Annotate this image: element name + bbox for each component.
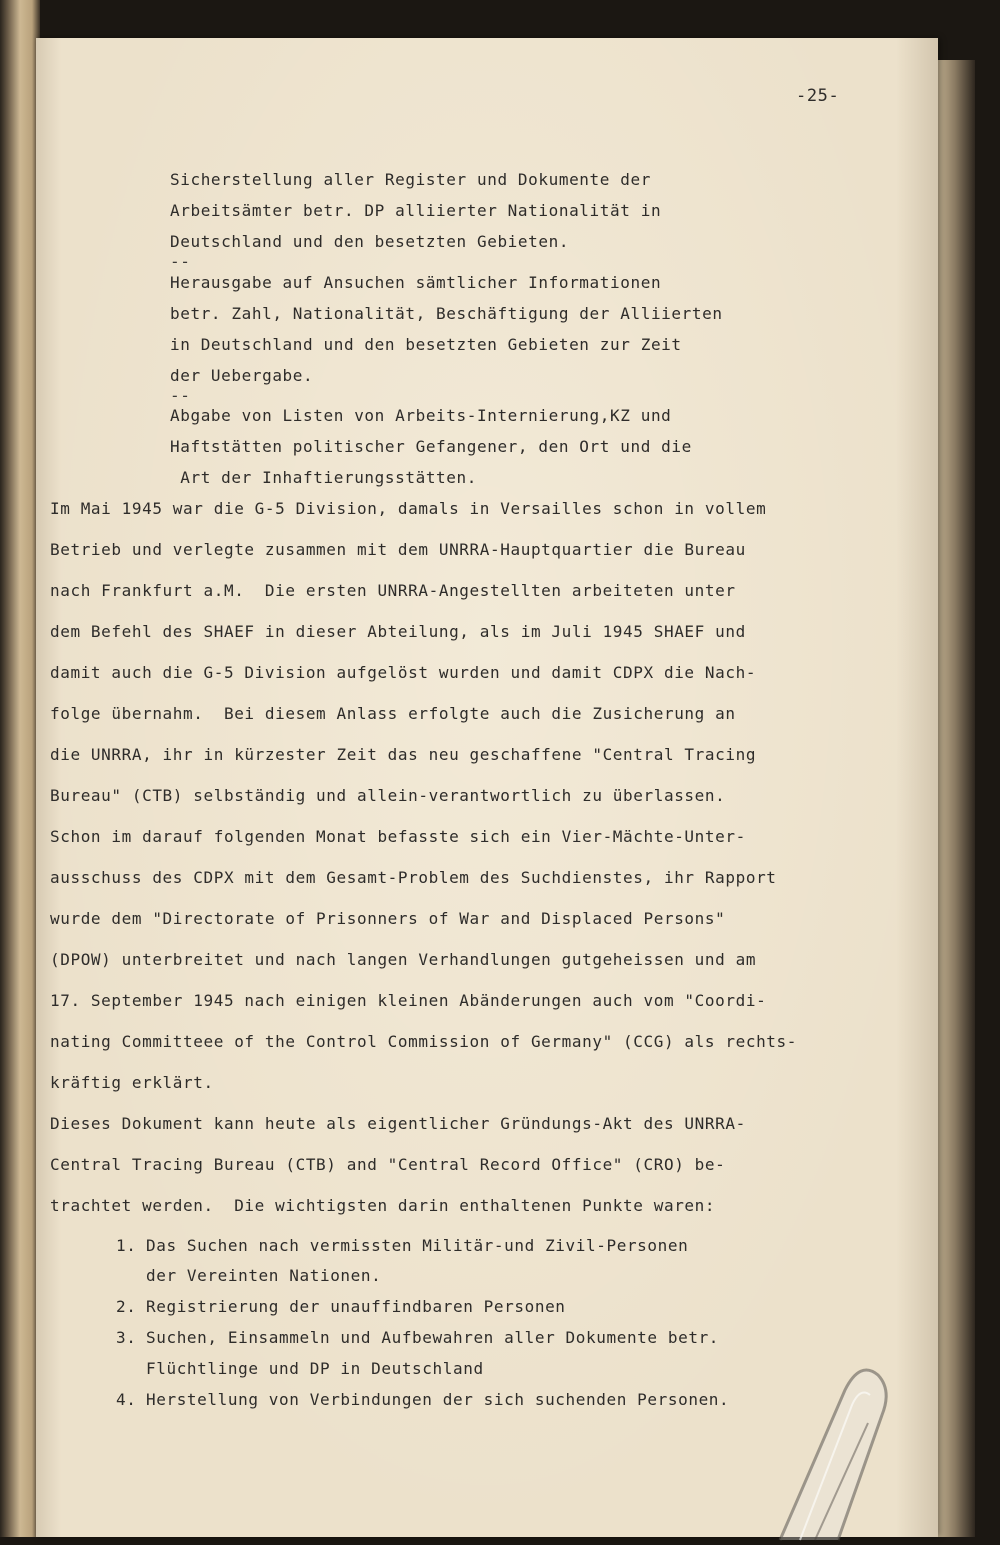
body-line: trachtet werden. Die wichtigsten darin enthaltenen Punkte waren: (50, 1196, 716, 1215)
book-spine-edge (0, 0, 40, 1537)
body-line: Betrieb und verlegte zusammen mit dem UNRRA-Hauptquartier die Bureau (50, 540, 746, 559)
list-line: Deutschland und den besetzten Gebieten. (170, 232, 570, 251)
point-number: 4. (116, 1390, 137, 1409)
body-line: die UNRRA, ihr in kürzester Zeit das neu geschaffene "Central Tracing (50, 745, 757, 764)
body-line: wurde dem "Directorate of Prisonners of War and Displaced Persons" (50, 909, 726, 928)
body-line: folge übernahm. Bei diesem Anlass erfolgte auch die Zusicherung an (50, 704, 736, 723)
list-line: Haftstätten politischer Gefangener, den Ort und die (170, 437, 692, 456)
page-number: -25- (796, 86, 840, 106)
list-line: Arbeitsämter betr. DP alliierter Nationalität in (170, 201, 662, 220)
body-line: Im Mai 1945 war die G-5 Division, damals in Versailles schon in vollem (50, 499, 767, 518)
list-line: Abgabe von Listen von Arbeits-Internierung,KZ und (170, 406, 672, 425)
point-line: der Vereinten Nationen. (146, 1266, 382, 1285)
body-line: Dieses Dokument kann heute als eigentlicher Gründungs-Akt des UNRRA- (50, 1114, 746, 1133)
point-number: 1. (116, 1236, 137, 1255)
list-line: in Deutschland und den besetzten Gebieten zur Zeit (170, 335, 682, 354)
body-line: nating Committeee of the Control Commission of Germany" (CCG) als rechts- (50, 1032, 797, 1051)
body-line: ausschuss des CDPX mit dem Gesamt-Problem des Suchdienstes, ihr Rapport (50, 868, 777, 887)
point-number: 3. (116, 1328, 137, 1347)
list-separator: -- (170, 252, 191, 271)
list-line: betr. Zahl, Nationalität, Beschäftigung der Alliierten (170, 304, 723, 323)
body-line: 17. September 1945 nach einigen kleinen Abänderungen auch vom "Coordi- (50, 991, 767, 1010)
point-line: Herstellung von Verbindungen der sich suchenden Personen. (146, 1390, 730, 1409)
body-line: (DPOW) unterbreitet und nach langen Verhandlungen gutgeheissen und am (50, 950, 757, 969)
body-line: damit auch die G-5 Division aufgelöst wurden und damit CDPX die Nach- (50, 663, 757, 682)
point-number: 2. (116, 1297, 137, 1316)
point-line: Flüchtlinge und DP in Deutschland (146, 1359, 484, 1378)
body-line: Central Tracing Bureau (CTB) and "Central Record Office" (CRO) be- (50, 1155, 726, 1174)
point-line: Suchen, Einsammeln und Aufbewahren aller Dokumente betr. (146, 1328, 720, 1347)
list-line: Herausgabe auf Ansuchen sämtlicher Informationen (170, 273, 662, 292)
point-line: Das Suchen nach vermissten Militär-und Zivil-Personen (146, 1236, 689, 1255)
body-line: Bureau" (CTB) selbständig und allein-verantwortlich zu überlassen. (50, 786, 726, 805)
body-line: kräftig erklärt. (50, 1073, 214, 1092)
body-line: Schon im darauf folgenden Monat befasste sich ein Vier-Mächte-Unter- (50, 827, 746, 846)
list-line: Art der Inhaftierungsstätten. (170, 468, 477, 487)
list-separator: -- (170, 386, 191, 405)
list-line: Sicherstellung aller Register und Dokumente der (170, 170, 651, 189)
body-line: dem Befehl des SHAEF in dieser Abteilung, als im Juli 1945 SHAEF und (50, 622, 746, 641)
list-line: der Uebergabe. (170, 366, 314, 385)
point-line: Registrierung der unauffindbaren Personen (146, 1297, 566, 1316)
body-line: nach Frankfurt a.M. Die ersten UNRRA-Angestellten arbeiteten unter (50, 581, 736, 600)
